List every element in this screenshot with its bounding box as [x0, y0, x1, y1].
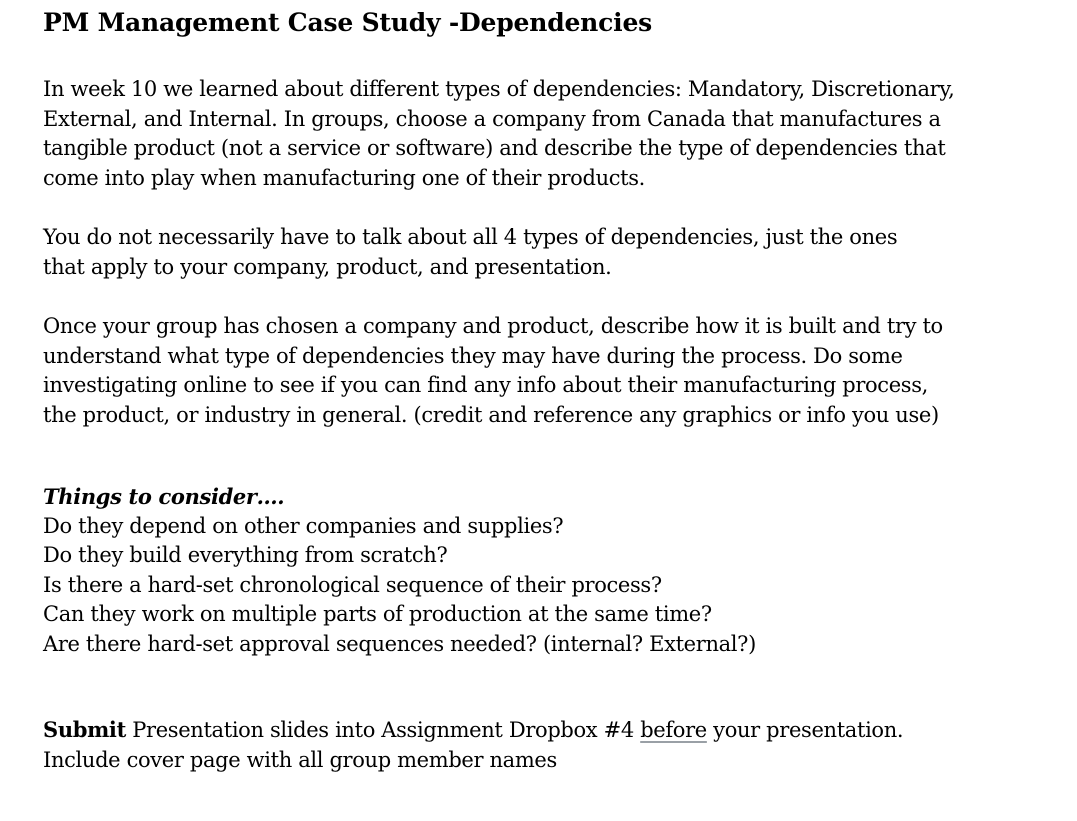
instructions-paragraph: Once your group has chosen a company and product, describe how it is built and try to understand what type of dependencies they may have during the process. Do some investigating online to see if you can find any info about their manufacturing process, the product, or industry in general. (credit and reference any graphics or info you use) — [43, 314, 943, 427]
list-item: Can they work on multiple parts of production at the same time? — [43, 602, 712, 626]
considerations-section — [43, 482, 1053, 659]
list-item: Is there a hard-set chronological sequence of their process? — [43, 572, 662, 597]
document-title: PM Management Case Study -Dependencies — [43, 8, 653, 37]
considerations-list — [43, 512, 1053, 660]
submission-line-2: Include cover page with all group member names — [43, 747, 557, 772]
intro-paragraph: In week 10 we learned about different types of dependencies: Mandatory, Discretionary, External, and Internal. In groups, choose a company from Canada that manufactures a tangible product (not a service or software) and describe the type of dependencies that come into play when manufacturing one of their products. — [43, 77, 955, 190]
list-item: Do they depend on other companies and supplies? — [43, 513, 564, 538]
scope-paragraph: You do not necessarily have to talk about all 4 types of dependencies, just the ones that apply to your company, product, and presentation. — [43, 225, 898, 279]
submission-text-before: Presentation slides into Assignment Dropbox #4 — [125, 718, 641, 742]
list-item: Do they build everything from scratch? — [43, 543, 448, 567]
submission-line-1 — [43, 715, 1053, 746]
submission-section — [43, 715, 1053, 775]
considerations-heading: Things to consider…. — [43, 484, 285, 509]
before-word: before — [640, 718, 707, 742]
list-item: Are there hard-set approval sequences needed? (internal? External?) — [43, 631, 756, 656]
submit-label: Submit — [43, 717, 126, 742]
document-page — [43, 4, 1053, 775]
submission-text-after: your presentation. — [706, 718, 904, 742]
